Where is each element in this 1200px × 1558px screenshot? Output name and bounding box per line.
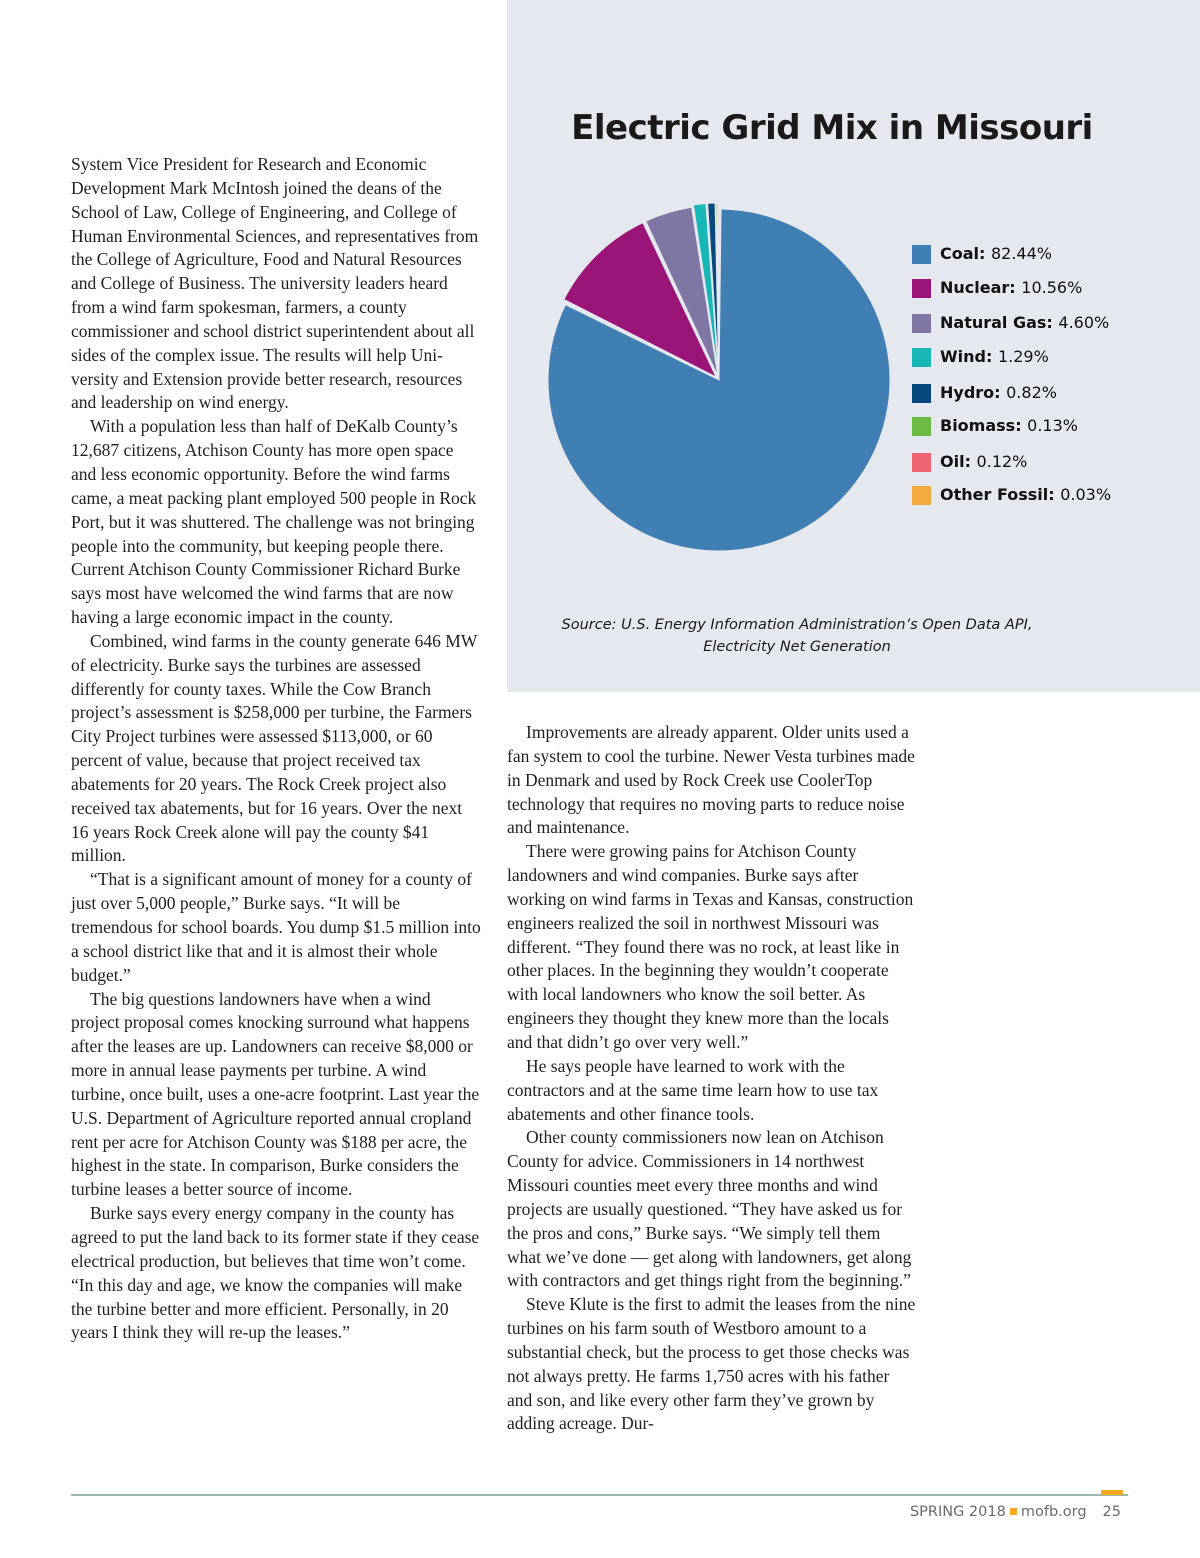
legend-label: Biomass [940,416,1016,435]
legend-swatch [912,417,931,436]
legend-label: Natural Gas [940,313,1047,332]
legend-label: Oil [940,452,965,471]
legend-value: 10.56% [1021,278,1083,297]
pie-chart [529,190,909,570]
legend-text [940,485,1111,504]
footer-bullet-icon [1010,1508,1017,1515]
article-paragraph: Improvements are already apparent. Older units used a fan system to cool the turbine. Newer Vesta turbines made in Denmark and used by Rock Creek use CoolerTop technology that requires no moving parts to reduce noise and maintenance. [507,722,915,838]
legend-separator: : [1046,313,1059,332]
chart-source [507,614,1087,658]
legend-value: 82.44% [990,244,1052,263]
legend-swatch [912,279,931,298]
article-paragraph: Steve Klute is the first to admit the leases from the nine turbines on his farm south of Westboro amount to a substantial check, but the process to get those checks was not always pretty. He farms 1,750 acres with his father and son, and like every other farm they’ve grown by adding acreage. Dur- [507,1294,916,1434]
article-paragraph: System Vice President for Research and Economic Development Mark McIntosh joined the deans of the School of Law, College of Engineering, and College of Human Environmental Sciences, and representatives from the College of Agriculture, Food and Natural Resources and College of Business. The university leaders heard from a wind farm spokesman, farmers, a county commissioner and school district superintendent about all sides of the complex issue. The results will help University and Extension provide better research, resources and leadership on wind energy. [71,154,479,413]
chart-title: Electric Grid Mix in Missouri [571,108,1093,148]
legend-label: Nuclear [940,278,1010,297]
legend-label: Hydro [940,383,995,402]
footer-issue: SPRING 2018 [909,1504,1006,1520]
legend-text [940,452,1027,471]
legend-swatch [912,486,931,505]
legend-separator: : [1015,416,1028,435]
article-paragraph: With a population less than half of DeKalb County’s 12,687 citizens, Atchison County has more open space and less economic opportunity. Before the wind farms came, a meat packing plant employed 500 people in Rock Port, but it was shuttered. The challenge was not bringing people into the community, but keeping people there. Current Atchison County Commissioner Richard Burke says most have welcomed the wind farms that are now having a large economic impact in the county. [71,416,477,628]
legend-text [940,244,1052,263]
legend-separator: : [994,383,1007,402]
legend-value: 4.60% [1058,313,1110,332]
legend-text [940,347,1049,366]
legend-label: Other Fossil [940,485,1049,504]
legend-separator: : [985,347,998,366]
article-column-right [507,721,917,1436]
legend-text [940,416,1078,435]
chart-panel [507,0,1200,692]
footer-rule [71,1494,1128,1496]
page-number: 25 [1102,1504,1121,1520]
legend-label: Coal [940,244,980,263]
legend-separator: : [979,244,991,263]
legend-text [940,313,1109,332]
article-paragraph: Other county commissioners now lean on Atchison County for advice. Commissioners in 14 northwest Missouri counties meet every three months and wind projects are usually questioned. “They have asked us for the pros and cons,” Burke says. “We simply tell them what we’ve done — get along with landowners, get along with contractors and get things right from the beginning.” [507,1127,912,1291]
legend-swatch [912,245,931,264]
legend-text [940,383,1057,402]
legend-swatch [912,314,931,333]
article-paragraph: “That is a significant amount of money for a county of just over 5,000 people,” Burke says. “It will be tremendous for school boards. You dump $1.5 million into a school district like that and it is almost their whole budget.” [71,869,481,985]
legend-text [940,278,1082,297]
article-paragraph: There were growing pains for Atchison County landowners and wind companies. Burke says after working on wind farms in Texas and Kansas, construction engineers realized the soil in northwest Missouri was different. “They found there was no rock, at least like in other places. In the beginning they wouldn’t cooperate with local landowners who know the soil better. As engineers they thought they knew more than the locals and that didn’t go over very well.” [507,841,914,1052]
page-footer [0,1504,1121,1520]
legend-value: 0.03% [1060,485,1112,504]
legend-value: 1.29% [997,347,1049,366]
legend-value: 0.12% [976,452,1028,471]
article-column-left [71,153,483,1345]
legend-separator: : [1048,485,1061,504]
article-paragraph: Burke says every energy company in the county has agreed to put the land back to its former state if they cease electrical production, but believes that time won’t come. “In this day and age, we know the companies will make the turbine better and more efficient. Personally, in 20 years I think they will re-up the leases.” [71,1203,480,1343]
article-paragraph: Combined, wind farms in the county generate 646 MW of electricity. Burke says the turbines are assessed differently for county taxes. While the Cow Branch project’s assessment is $258,000 per turbine, the Farmers City Project turbines were assessed $113,000, or 60 percent of value, because that project received tax abatements for 20 years. The Rock Creek project also received tax abatements, but for 16 years. Over the next 16 years Rock Creek alone will pay the county $41 million. [71,630,478,866]
footer-accent-tab [1101,1490,1123,1495]
article-paragraph: He says people have learned to work with the contractors and at the same time learn how to use tax abatements and other finance tools. [507,1055,879,1124]
legend-swatch [912,384,931,403]
legend-separator: : [1009,278,1022,297]
legend-label: Wind [940,347,986,366]
legend-swatch [912,453,931,472]
legend-swatch [912,348,931,367]
article-paragraph: The big questions landowners have when a wind project proposal comes knocking surround what happens after the leases are up. Landowners can receive $8,000 or more in annual lease payments per turbine. A wind turbine, once built, uses a one-acre footprint. Last year the U.S. Department of Agriculture reported annual cropland rent per acre for Atchison County was $188 per acre, the highest in the state. In comparison, Burke considers the turbine leases a better source of income. [71,988,480,1200]
chart-source-line-1: Source: U.S. Energy Information Administration’s Open Data API, [561,617,1033,633]
footer-site: mofb.org [1020,1504,1087,1520]
legend-separator: : [964,452,977,471]
legend-value: 0.13% [1027,416,1078,435]
chart-source-line-2: Electricity Net Generation [703,639,891,655]
legend-value: 0.82% [1006,383,1057,402]
